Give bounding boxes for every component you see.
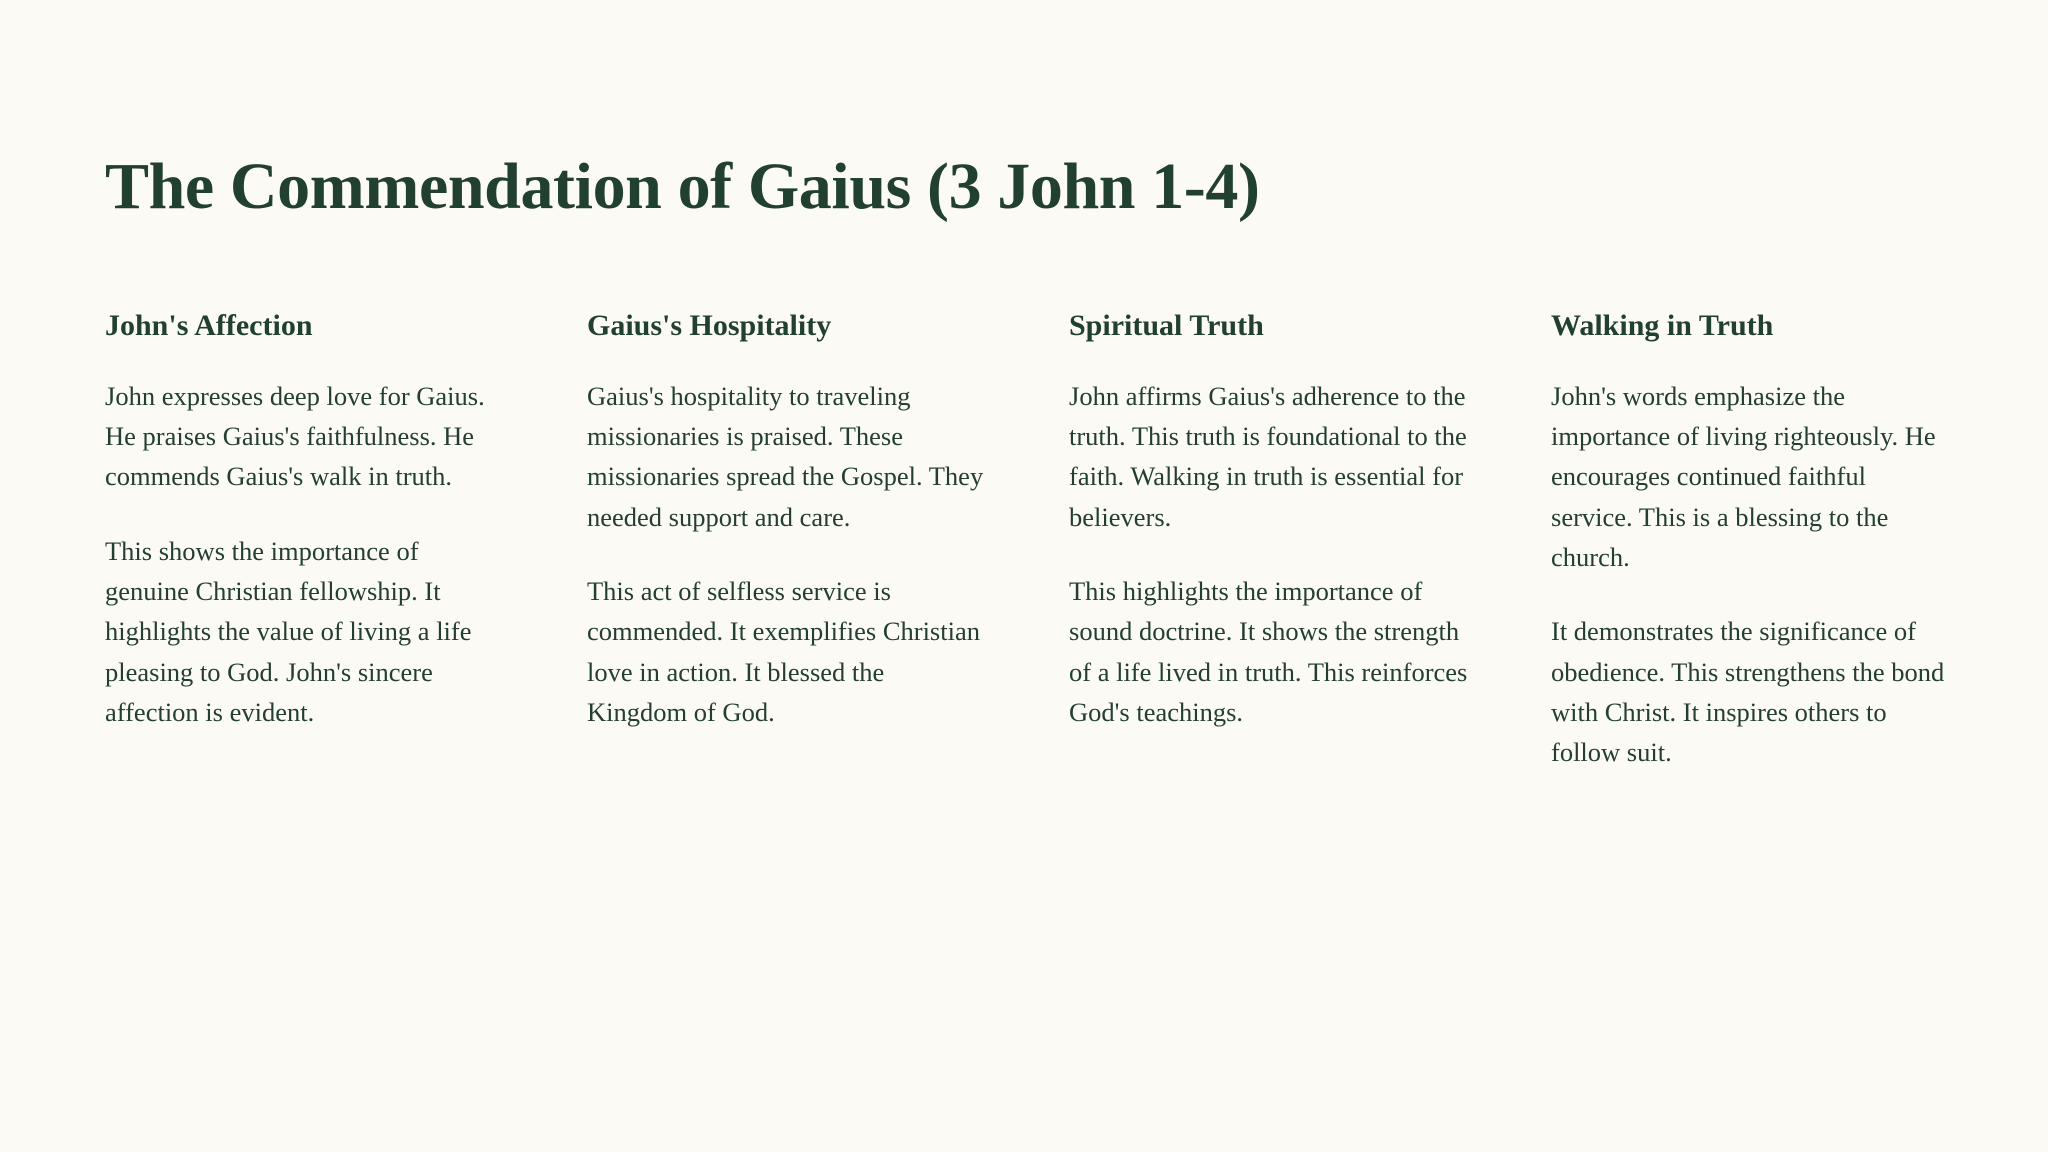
columns-container bbox=[105, 308, 1943, 772]
column-paragraph: John affirms Gaius's adherence to the truth. This truth is foundational to the faith. Walking in truth is essential for believers. bbox=[1069, 380, 1467, 532]
content-column bbox=[105, 308, 505, 732]
content-column bbox=[1069, 308, 1469, 732]
column-heading-spiritual-truth: Spiritual Truth bbox=[1069, 308, 1264, 342]
column-paragraph: John's words emphasize the importance of living righteously. He encourages continued faithful service. This is a blessing to the church. bbox=[1551, 380, 1936, 572]
page-title: The Commendation of Gaius (3 John 1-4) bbox=[105, 150, 1260, 223]
column-paragraph: It demonstrates the significance of obedience. This strengthens the bond with Christ. It inspires others to follow suit. bbox=[1551, 616, 1945, 768]
column-paragraph: This act of selfless service is commended. It exemplifies Christian love in action. It blessed the Kingdom of God. bbox=[587, 575, 980, 727]
column-paragraph: Gaius's hospitality to traveling missionaries is praised. These missionaries spread the Gospel. They needed support and care. bbox=[587, 380, 984, 532]
column-paragraph: John expresses deep love for Gaius. He praises Gaius's faithfulness. He commends Gaius's walk in truth. bbox=[105, 380, 485, 492]
column-heading-johns-affection: John's Affection bbox=[105, 308, 313, 342]
column-paragraph: This highlights the importance of sound doctrine. It shows the strength of a life lived in truth. This reinforces God's teachings. bbox=[1069, 575, 1468, 727]
content-column bbox=[587, 308, 987, 732]
column-heading-gaiuss-hospitality: Gaius's Hospitality bbox=[587, 308, 832, 342]
column-heading-walking-in-truth: Walking in Truth bbox=[1551, 308, 1774, 342]
content-column bbox=[1551, 308, 1951, 772]
column-paragraph: This shows the importance of genuine Christian fellowship. It highlights the value of living a life pleasing to God. John's sincere affection is evident. bbox=[105, 535, 472, 727]
